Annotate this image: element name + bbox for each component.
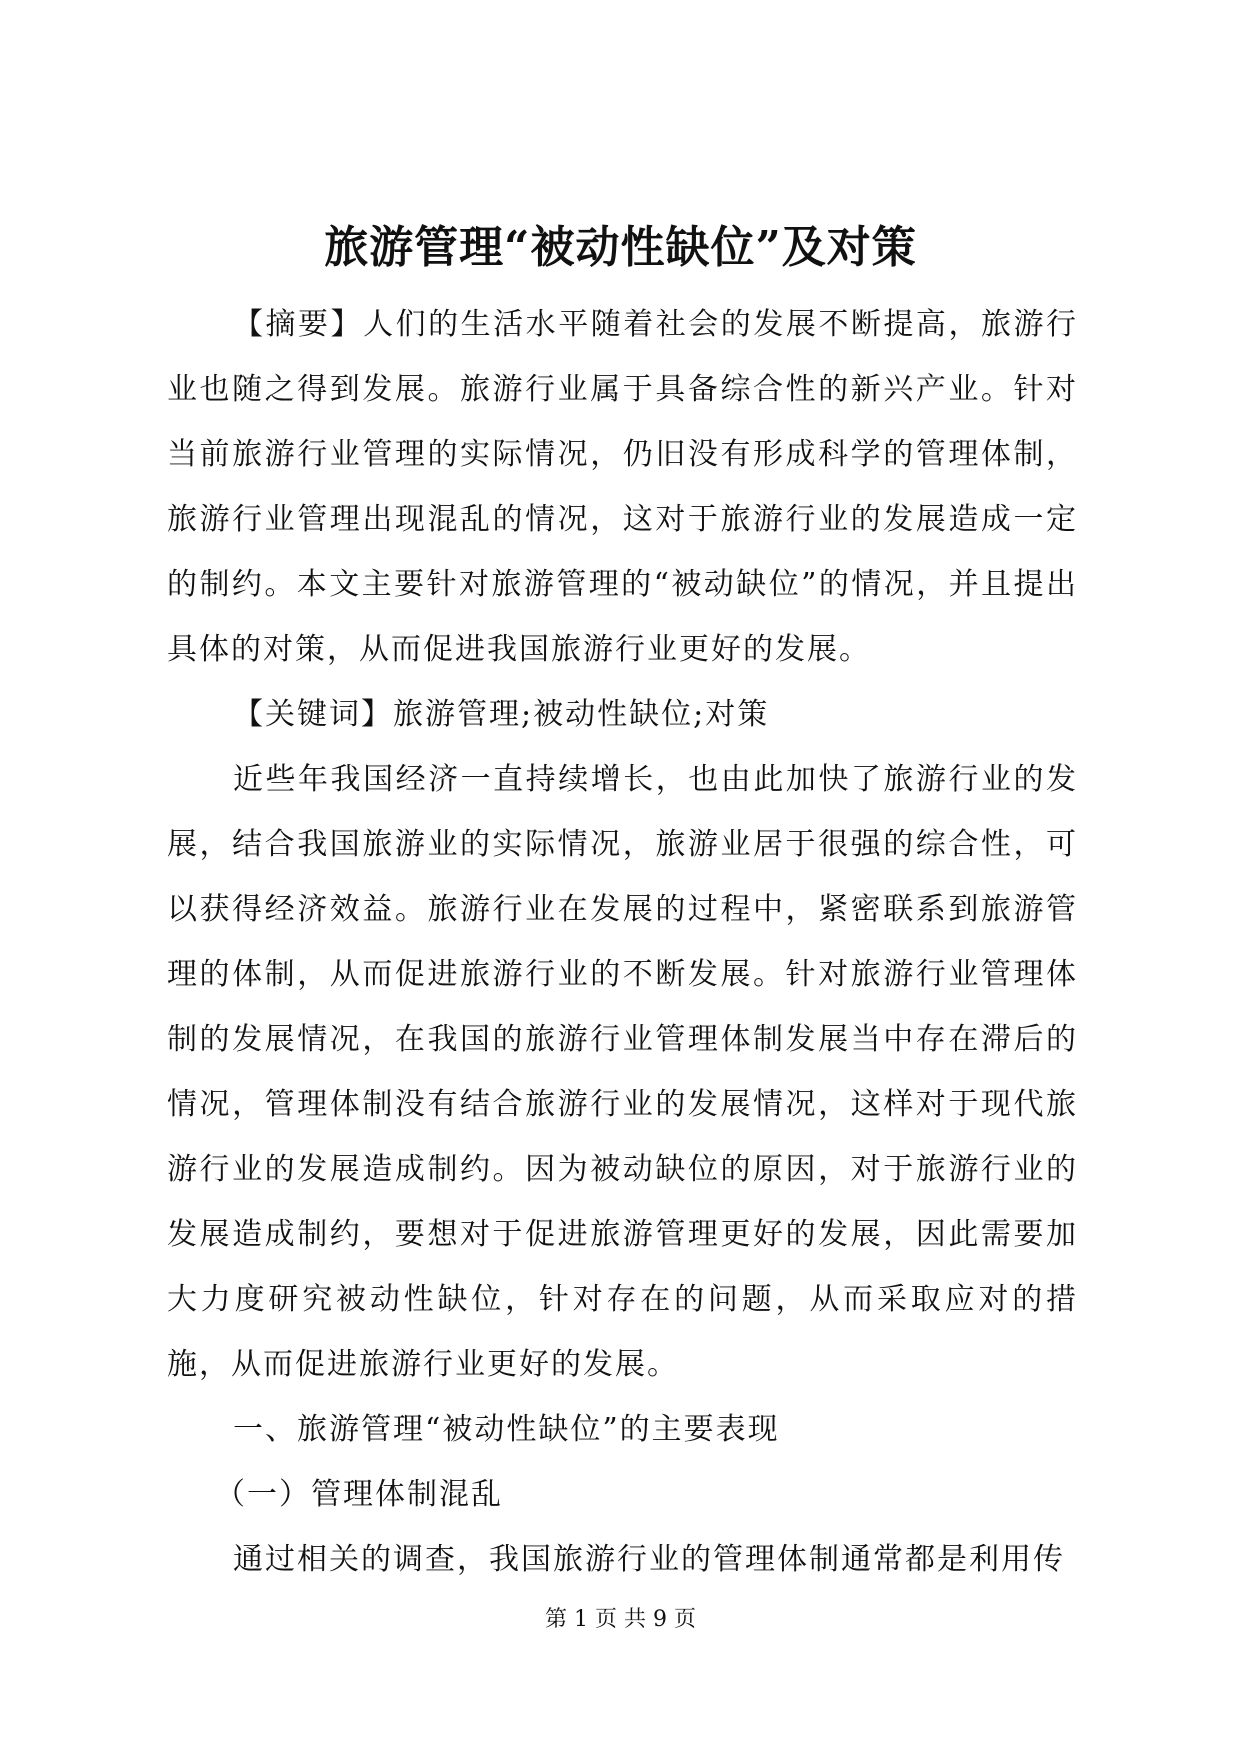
keywords-paragraph: 【关键词】旅游管理;被动性缺位;对策 xyxy=(233,697,770,732)
page-footer: 第 1 页 共 9 页 xyxy=(545,1607,696,1632)
subsection-heading: （一）管理体制混乱 xyxy=(215,1477,503,1512)
intro-paragraph: 近些年我国经济一直持续增长，也由此加快了旅游行业的发展，结合我国旅游业的实际情况，旅游业居于很强的综合性，可以获得经济效益。旅游行业在发展的过程中，紧密联系到旅游管理的体制，从而促进旅游行业的不断发展。针对旅游行业管理体制的发展情况，在我国的旅游行业管理体制发展当中存在滞后的情况，管理体制没有结合旅游行业的发展情况，这样对于现代旅游行业的发展造成制约。因为被动缺位的原因，对于旅游行业的发展造成制约，要想对于促进旅游管理更好的发展，因此需要加大力度研究被动性缺位，针对存在的问题，从而采取应对的措施，从而促进旅游行业更好的发展。 xyxy=(167,762,1078,1382)
document-title: 旅游管理“被动性缺位”及对策 xyxy=(324,222,917,273)
abstract-paragraph: 【摘要】人们的生活水平随着社会的发展不断提高，旅游行业也随之得到发展。旅游行业属于具备综合性的新兴产业。针对当前旅游行业管理的实际情况，仍旧没有形成科学的管理体制，旅游行业管理出现混乱的情况，这对于旅游行业的发展造成一定的制约。本文主要针对旅游管理的“被动缺位”的情况，并且提出具体的对策，从而促进我国旅游行业更好的发展。 xyxy=(167,307,1078,667)
section-heading: 一、旅游管理“被动性缺位”的主要表现 xyxy=(233,1412,780,1447)
document-body xyxy=(167,292,1078,1592)
body-paragraph: 通过相关的调查，我国旅游行业的管理体制通常都是利用传 xyxy=(233,1542,1065,1577)
